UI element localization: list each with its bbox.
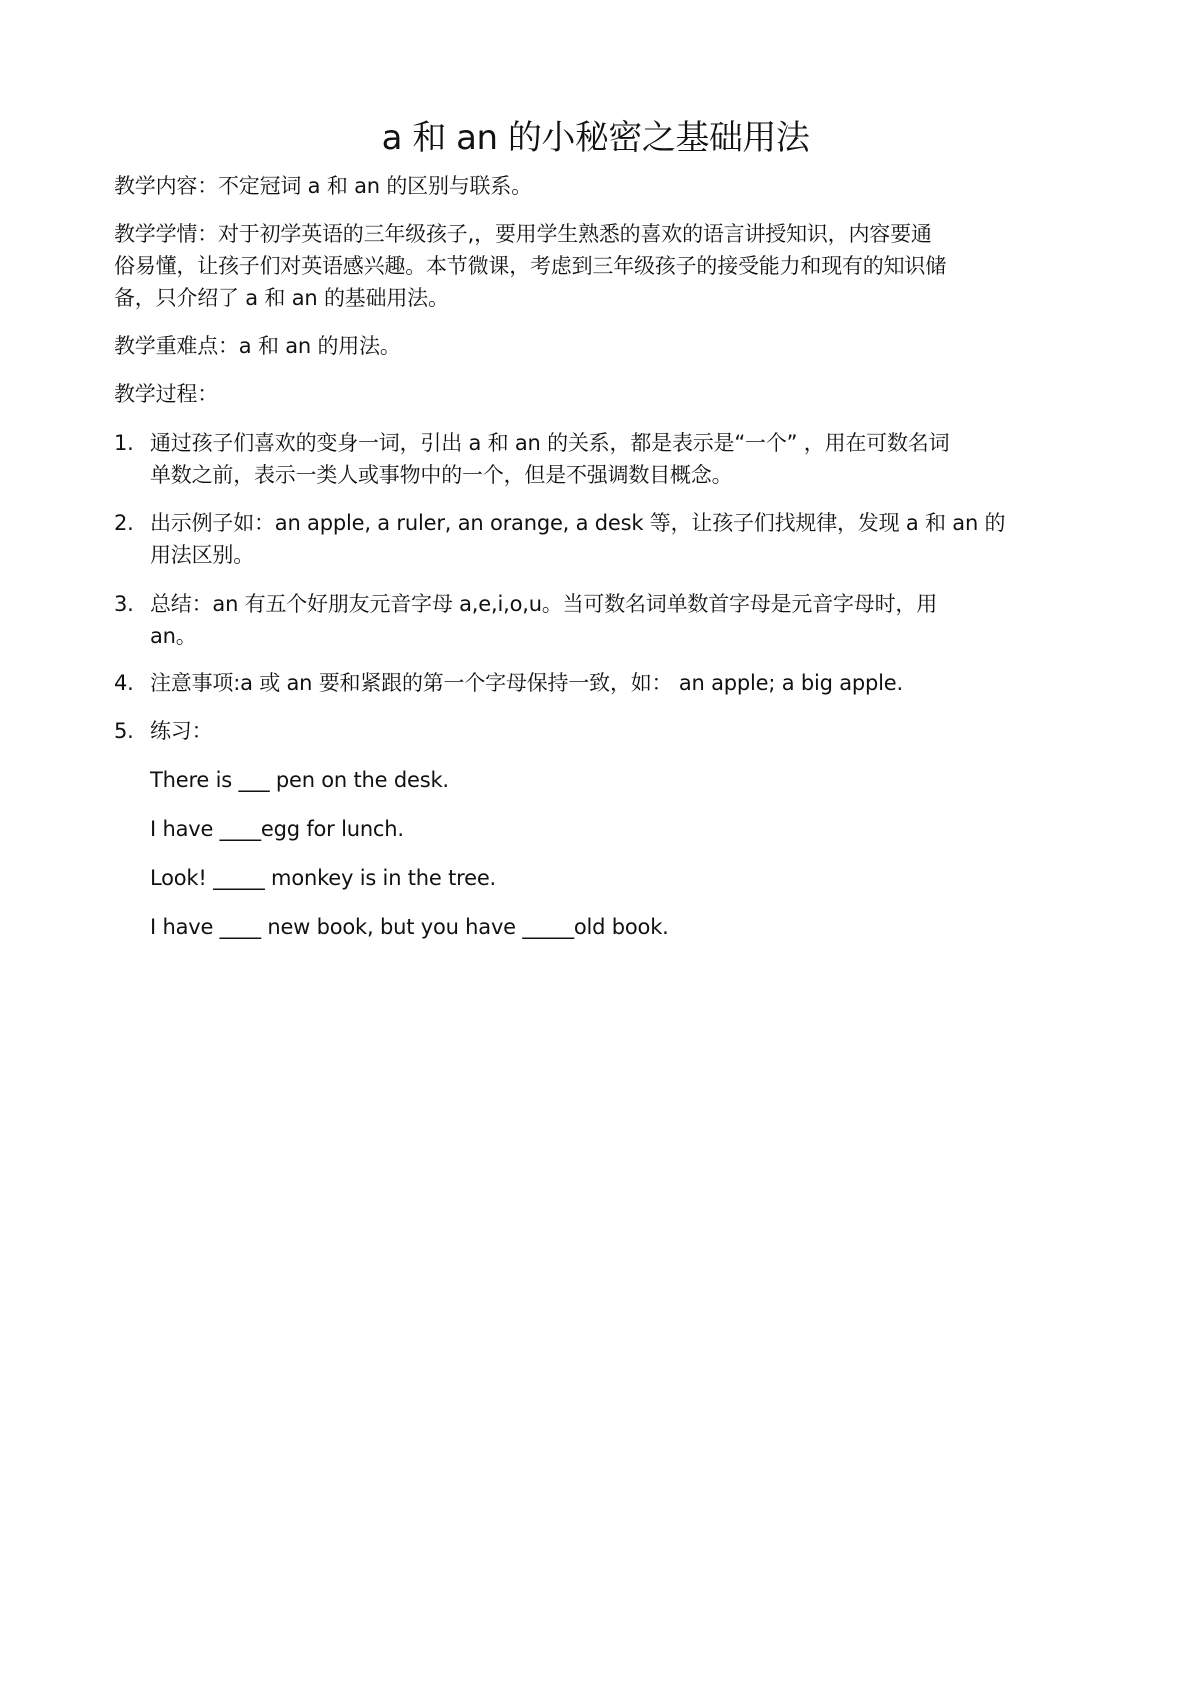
document-title: a 和 an 的小秘密之基础用法	[381, 118, 810, 158]
list-text-line-1: 注意事项:a 或 an 要和紧跟的第一个字母保持一致，如： an apple; a big apple.	[150, 671, 903, 695]
process-heading: 教学过程：	[114, 382, 218, 406]
list-number: 4.	[114, 671, 134, 695]
list-text-line-2: 用法区别。	[150, 543, 254, 567]
list-item-4	[114, 667, 1086, 699]
list-text-line-2: 单数之前，表示一类人或事物中的一个，但是不强调数目概念。	[150, 463, 733, 487]
list-text-line-1: 出示例子如：an apple, a ruler, an orange, a desk 等，让孩子们找规律，发现 a 和 an 的	[150, 511, 1006, 535]
list-number: 3.	[114, 592, 134, 616]
exercise-sentence-2: I have ____egg for lunch.	[150, 817, 404, 841]
list-text-line-2: an。	[150, 624, 197, 648]
teaching-situation-line-1: 教学学情：对于初学英语的三年级孩子,，要用学生熟悉的喜欢的语言讲授知识，内容要通	[114, 222, 932, 246]
exercise-sentence-4: I have ____ new book, but you have _____old book.	[150, 915, 669, 939]
list-text-line-1: 总结：an 有五个好朋友元音字母 a,e,i,o,u。当可数名词单数首字母是元音字母时，用	[150, 592, 938, 616]
list-number: 2.	[114, 511, 134, 535]
key-points: 教学重难点：a 和 an 的用法。	[114, 334, 401, 358]
list-item-1	[114, 427, 1086, 491]
list-item-3	[114, 588, 1086, 652]
list-item-5	[114, 715, 1086, 747]
teaching-situation-line-3: 备，只介绍了 a 和 an 的基础用法。	[114, 286, 449, 310]
list-number: 1.	[114, 431, 134, 455]
exercise-sentence-1: There is ___ pen on the desk.	[150, 768, 449, 792]
teaching-situation-line-2: 俗易懂，让孩子们对英语感兴趣。本节微课，考虑到三年级孩子的接受能力和现有的知识储	[114, 254, 946, 278]
exercise-sentence-3: Look! _____ monkey is in the tree.	[150, 866, 497, 890]
list-number: 5.	[114, 719, 134, 743]
list-text-line-1: 通过孩子们喜欢的变身一词，引出 a 和 an 的关系，都是表示是“一个” ，用在可数名词	[150, 431, 950, 455]
list-text-line-1: 练习：	[150, 719, 213, 743]
list-item-2	[114, 507, 1086, 571]
teaching-content: 教学内容：不定冠词 a 和 an 的区别与联系。	[114, 174, 532, 198]
